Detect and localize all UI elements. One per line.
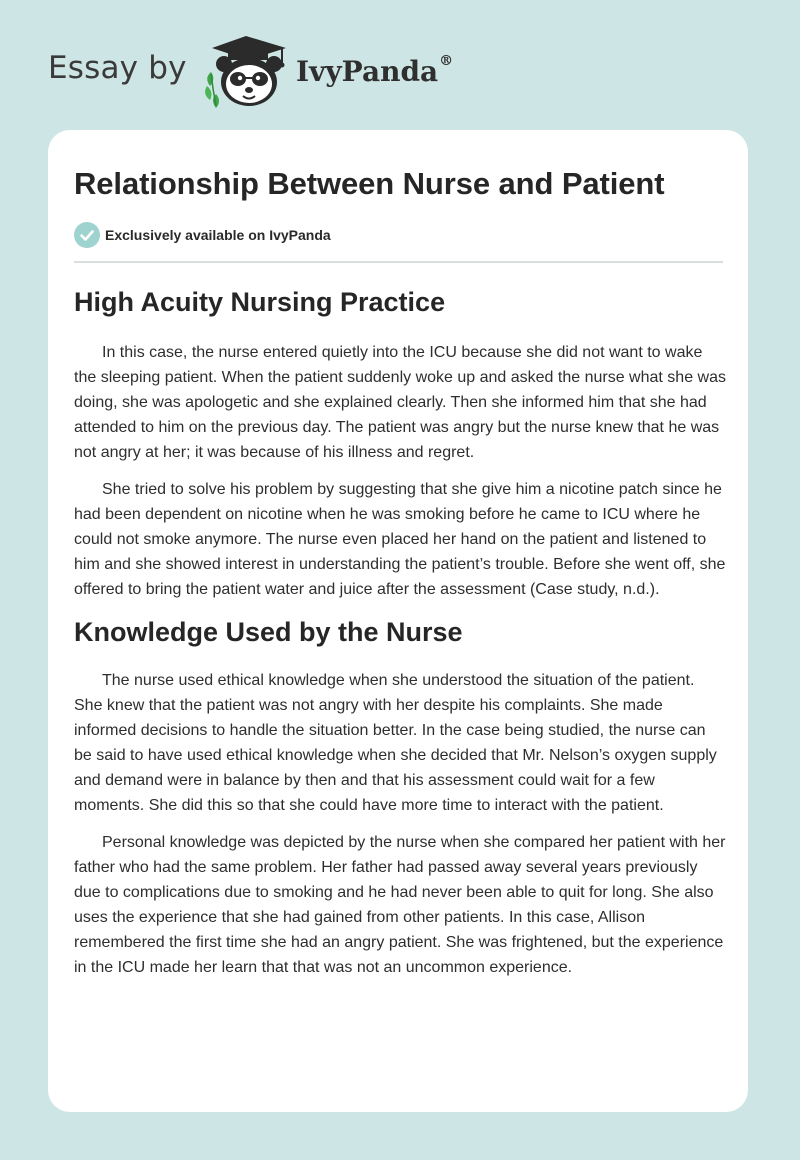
exclusive-badge	[74, 222, 331, 248]
page-title: Relationship Between Nurse and Patient	[74, 166, 665, 201]
check-circle-icon	[74, 222, 100, 248]
site-header	[0, 0, 800, 130]
divider	[74, 261, 723, 263]
brand-text: IvyPanda	[296, 55, 439, 88]
paragraph: She tried to solve his problem by suggesting that she give him a nicotine patch since he had been dependent on nicotine when he was smoking before he came to ICU where he could not smoke anymore. The nurse even placed her hand on the patient and listened to him and she showed interest in understanding the patient’s trouble. Before she went off, she offered to bring the patient water and juice after the assessment (Case study, n.d.).	[74, 481, 726, 598]
paragraph: In this case, the nurse entered quietly into the ICU because she did not want to wake the sleeping patient. When the patient suddenly woke up and asked the nurse what she was doing, she was apologetic and she explained clearly. Then she informed him that she had attended to him on the previous day. The patient was angry but the nurse knew that he was not angry at her; it was because of his illness and regret.	[74, 344, 726, 461]
section-heading: High Acuity Nursing Practice	[74, 287, 446, 317]
article-card	[48, 130, 748, 1112]
badge-label: Exclusively available on IvyPanda	[105, 227, 331, 243]
essay-by-label: Essay by	[48, 50, 187, 86]
panda-logo-icon[interactable]	[202, 34, 294, 110]
section-heading: Knowledge Used by the Nurse	[74, 617, 463, 647]
article-body	[74, 284, 726, 992]
paragraph: The nurse used ethical knowledge when she understood the situation of the patient. She knew that the patient was not angry with her despite his complaints. She made informed decisions to handle the situation better. In the case being studied, the nurse can be said to have used ethical knowledge when she decided that Mr. Nelson’s oxygen supply and demand were in balance by then and that his assessment could wait for a few moments. She did this so that she could have more time to interact with the patient.	[74, 672, 717, 814]
registered-mark: ®	[439, 53, 454, 69]
paragraph: Personal knowledge was depicted by the nurse when she compared her patient with her father who had the same problem. Her father had passed away several years previously due to complications due to smoking and he had never been able to quit for long. She also uses the experience that she had gained from other patients. In this case, Allison remembered the first time she had an angry patient. She was frightened, but the experience in the ICU made her learn that that was not an uncommon experience.	[74, 834, 726, 976]
brand-name[interactable]	[296, 55, 453, 88]
